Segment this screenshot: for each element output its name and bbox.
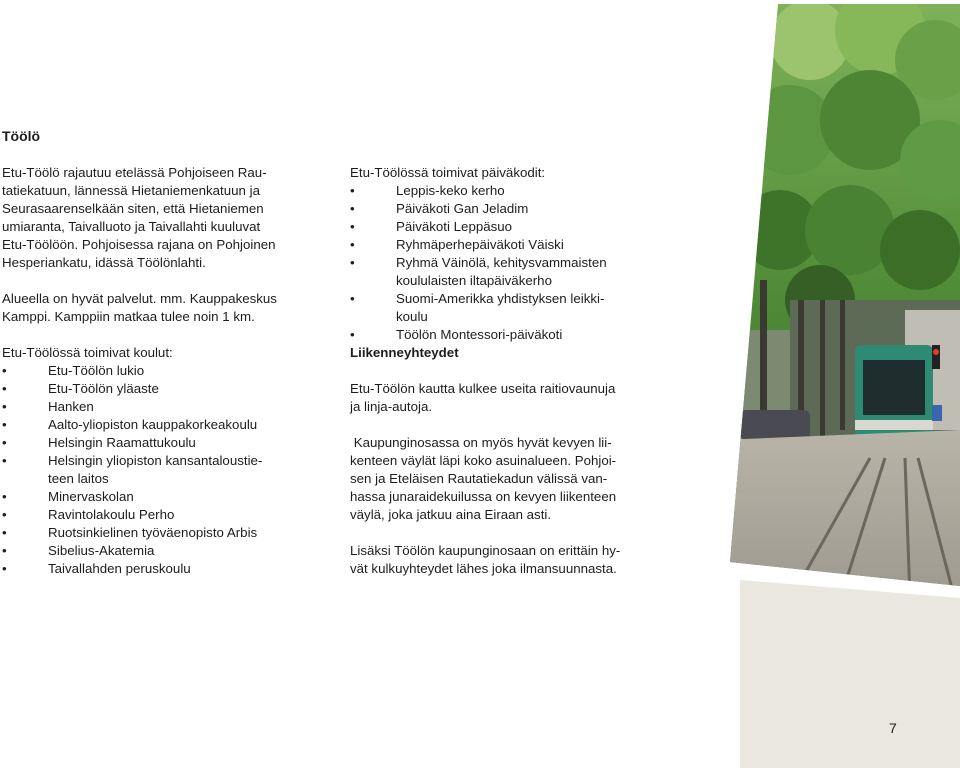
list-item: • Hanken: [2, 398, 300, 416]
list-item: • Päiväkoti Leppäsuo: [350, 218, 642, 236]
page-number: 7: [889, 720, 897, 736]
list-item: • Leppis-keko kerho: [350, 182, 642, 200]
list-item: • Sibelius-Akatemia: [2, 542, 300, 560]
list-item: • Minervaskolan: [2, 488, 300, 506]
list-item: • Ryhmä Väinölä, kehitysvammaisten koululaisten iltapäiväkerho: [350, 254, 642, 290]
transport-paragraph-2: Kaupunginosassa on myös hyvät kevyen lii- kenteen väylät läpi koko asuinalueen. Pohjoi- sen ja Eteläisen Rautatiekadun välissä van- hassa junaraidekuilussa on kevyen liikenteen väylä, joka jatkuu aina Eiraan asti.: [350, 435, 617, 522]
list-item: • Taivallahden peruskoulu: [2, 560, 300, 578]
list-item: • Aalto-yliopiston kauppakorkeakoulu: [2, 416, 300, 434]
list-item: • Ruotsinkielinen työväenopisto Arbis: [2, 524, 300, 542]
street-photo-image: [720, 0, 960, 768]
right-column: [350, 164, 642, 578]
left-column: [2, 164, 300, 578]
intro-paragraph: Etu-Töölö rajautuu etelässä Pohjoiseen Rau- tatiekatuun, lännessä Hietaniemenkatuun ja Seurasaarenselkään siten, että Hietaniemen umiaranta, Taivalluoto ja Taivallahti kuuluvat Etu-Töölöön. Pohjoisessa rajana on Pohjoinen Hesperiankatu, idässä Töölönlahti.: [2, 165, 276, 270]
transport-heading: Liikenneyhteydet: [350, 345, 459, 360]
section-title: Töölö: [2, 128, 41, 144]
list-item: • Suomi-Amerikka yhdistyksen leikki- koulu: [350, 290, 642, 326]
daycare-heading: Etu-Töölössä toimivat päiväkodit:: [350, 165, 546, 180]
list-item: • Helsingin Raamattukoulu: [2, 434, 300, 452]
list-item: • Etu-Töölön yläaste: [2, 380, 300, 398]
schools-heading: Etu-Töölössä toimivat koulut:: [2, 345, 173, 360]
tram-photo: [720, 0, 960, 768]
list-item: • Töölön Montessori-päiväkoti: [350, 326, 642, 344]
list-item: • Ravintolakoulu Perho: [2, 506, 300, 524]
list-item: • Päiväkoti Gan Jeladim: [350, 200, 642, 218]
list-item: • Helsingin yliopiston kansantaloustie- teen laitos: [2, 452, 300, 488]
transport-paragraph-3: Lisäksi Töölön kaupunginosaan on erittäin hy- vät kulkuyhteydet lähes joka ilmansuunnasta.: [350, 543, 621, 576]
daycare-list: [350, 182, 642, 344]
list-item: • Ryhmäperhepäiväkoti Väiski: [350, 236, 642, 254]
services-paragraph: Alueella on hyvät palvelut. mm. Kauppakeskus Kamppi. Kamppiin matkaa tulee noin 1 km.: [2, 291, 277, 324]
transport-paragraph-1: Etu-Töölön kautta kulkee useita raitiovaunuja ja linja-autoja.: [350, 381, 616, 414]
list-item: • Etu-Töölön lukio: [2, 362, 300, 380]
schools-list: [2, 362, 300, 578]
